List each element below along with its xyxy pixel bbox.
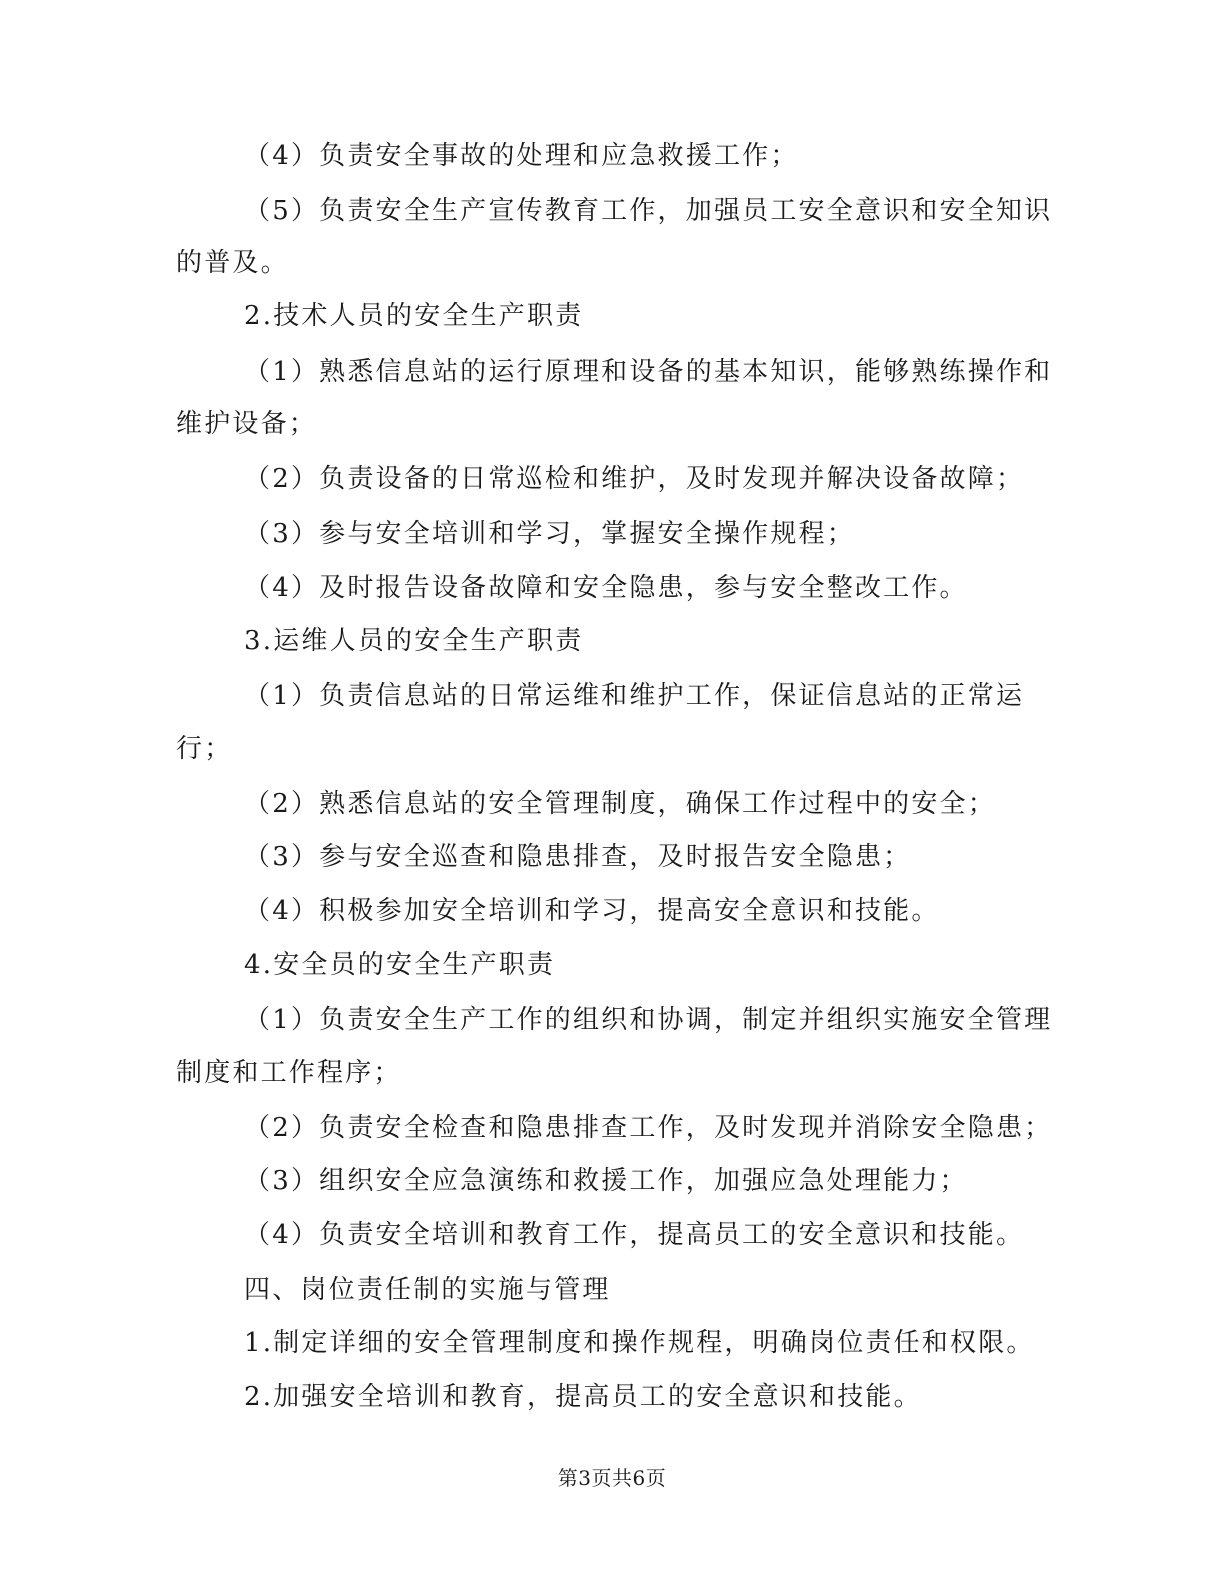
paragraph-line: （4）负责安全事故的处理和应急救援工作； [244,141,799,171]
section-heading: 4.安全员的安全生产职责 [244,950,556,980]
page-number-footer: 第3页共6页 [557,1466,667,1490]
paragraph-line: 行； [176,734,233,764]
section-heading: 四、岗位责任制的实施与管理 [244,1275,611,1305]
paragraph-line: （4）积极参加安全培训和学习，提高安全意识和技能。 [244,896,940,926]
section-heading: 3.运维人员的安全生产职责 [244,626,584,656]
paragraph-line: 2.加强安全培训和教育，提高员工的安全意识和技能。 [244,1382,922,1412]
paragraph-line: 的普及。 [176,248,289,278]
paragraph-line: （1）负责信息站的日常运维和维护工作，保证信息站的正常运 [244,681,1025,711]
paragraph-line: （3）组织安全应急演练和救援工作，加强应急处理能力； [244,1166,968,1196]
paragraph-line: （1）负责安全生产工作的组织和协调，制定并组织实施安全管理 [244,1005,1053,1035]
paragraph-line: （2）负责设备的日常巡检和维护，及时发现并解决设备故障； [244,464,1025,494]
paragraph-line: 1.制定详细的安全管理制度和操作规程，明确岗位责任和权限。 [244,1328,1035,1358]
paragraph-line: （2）熟悉信息站的安全管理制度，确保工作过程中的安全； [244,789,996,819]
paragraph-line: （2）负责安全检查和隐患排查工作，及时发现并消除安全隐患； [244,1113,1053,1143]
paragraph-line: （3）参与安全培训和学习，掌握安全操作规程； [244,519,855,549]
paragraph-line: （4）负责安全培训和教育工作，提高员工的安全意识和技能。 [244,1220,1025,1250]
paragraph-line: （3）参与安全巡查和隐患排查，及时报告安全隐患； [244,842,912,872]
paragraph-line: 制度和工作程序； [176,1058,402,1088]
paragraph-line: （4）及时报告设备故障和安全隐患，参与安全整改工作。 [244,573,968,603]
paragraph-line: 维护设备； [176,409,318,439]
section-heading: 2.技术人员的安全生产职责 [244,301,584,331]
paragraph-line: （5）负责安全生产宣传教育工作，加强员工安全意识和安全知识 [244,196,1053,226]
paragraph-line: （1）熟悉信息站的运行原理和设备的基本知识，能够熟练操作和 [244,357,1053,387]
